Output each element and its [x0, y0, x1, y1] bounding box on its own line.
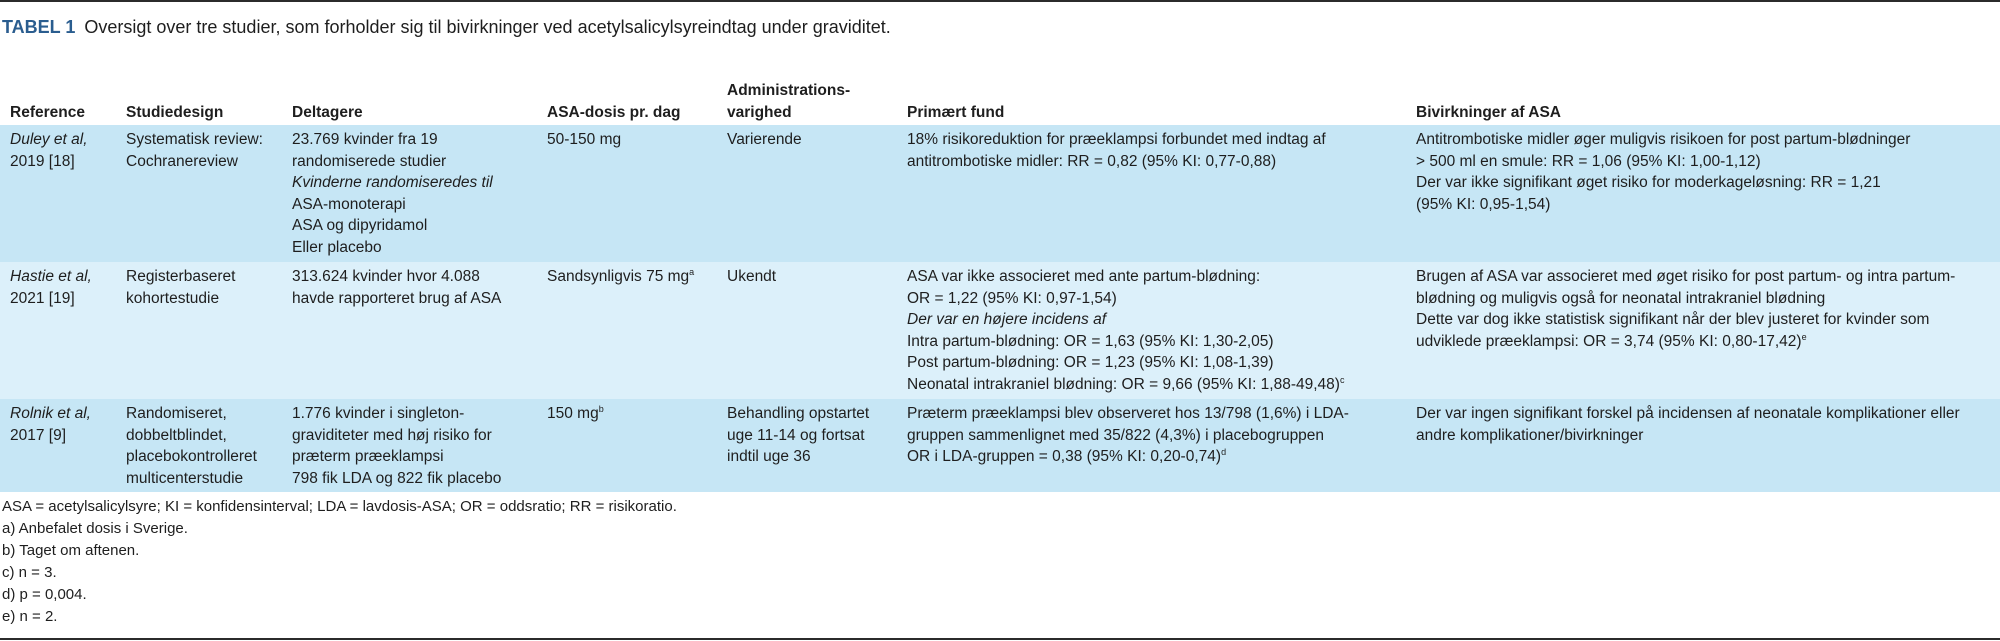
- participants-line: havde rapporteret brug af ASA: [292, 289, 502, 307]
- col-header-duration-line2: varighed: [727, 103, 792, 121]
- table-label: TABEL 1: [2, 17, 76, 37]
- top-rule: [0, 0, 2000, 2]
- table-row: [0, 399, 2000, 492]
- side-effect-line: Brugen af ASA var associeret med øget risiko for post partum- og intra partum-: [1416, 268, 1956, 285]
- studies-table: [0, 80, 2000, 492]
- table-caption: [2, 15, 902, 39]
- design-line: dobbeltblindet,: [126, 426, 227, 444]
- col-header-finding: Primært fund: [907, 103, 1005, 121]
- footnote-marker: a: [689, 266, 695, 277]
- cell-dose: [537, 399, 717, 492]
- footnote-d: d) p = 0,004.: [2, 586, 87, 603]
- cell-finding: [897, 399, 1406, 492]
- cell-design: [116, 262, 282, 399]
- col-header-side-effects: Bivirkninger af ASA: [1416, 103, 1561, 121]
- footnote-marker: b: [598, 403, 604, 414]
- footnote-e: e) n = 2.: [2, 608, 58, 625]
- side-effect-line: Der var ingen signifikant forskel på incidensen af neonatale komplikationer eller: [1416, 405, 1960, 422]
- footnote-marker: d: [1221, 446, 1227, 457]
- duration-line: Varierende: [727, 131, 802, 148]
- col-header-duration-line1: Administrations-: [727, 82, 851, 99]
- dose-value: 50-150 mg: [547, 131, 622, 148]
- participants-line: 798 fik LDA og 822 fik placebo: [292, 469, 502, 487]
- cell-side-effects: [1406, 125, 2000, 262]
- finding-line: antitrombotiske midler: RR = 0,82 (95% KI: 0,77-0,88): [907, 152, 1277, 170]
- participants-line: ASA-monoterapi: [292, 195, 406, 213]
- participants-line: randomiserede studier: [292, 152, 447, 170]
- bottom-rule: [0, 638, 2000, 640]
- footnote-b: b) Taget om aftenen.: [2, 542, 140, 559]
- side-effect-line: > 500 ml en smule: RR = 1,06 (95% KI: 1,00-1,12): [1416, 152, 1761, 170]
- cell-finding: [897, 262, 1406, 399]
- col-header-design: Studiedesign: [126, 103, 224, 121]
- design-line: kohortestudie: [126, 289, 220, 307]
- reference-year: 2021 [19]: [10, 289, 75, 307]
- table-footnotes: [2, 496, 1202, 628]
- col-header-reference: Reference: [10, 103, 85, 121]
- participants-line: Eller placebo: [292, 238, 382, 256]
- cell-participants: [282, 125, 537, 262]
- side-effect-text: udviklede præeklampsi: OR = 3,74 (95% KI: 0,80-17,42): [1416, 332, 1802, 350]
- design-line: Systematisk review:: [126, 131, 263, 148]
- footnote-marker: e: [1801, 331, 1807, 342]
- table-row: [0, 262, 2000, 399]
- finding-line: [907, 374, 1402, 396]
- table-title: Oversigt over tre studier, som forholder sig til bivirkninger ved acetylsalicylsyreindtag under graviditet.: [84, 17, 891, 37]
- side-effect-line: Antitrombotiske midler øger muligvis risikoen for post partum-blødninger: [1416, 131, 1911, 148]
- col-header-duration: [717, 80, 897, 125]
- cell-side-effects: [1406, 262, 2000, 399]
- participants-line: 313.624 kvinder hvor 4.088: [292, 268, 480, 285]
- footnote-c: c) n = 3.: [2, 564, 57, 581]
- side-effect-line: (95% KI: 0,95-1,54): [1416, 195, 1551, 213]
- cell-duration: [717, 399, 897, 492]
- design-line: Registerbaseret: [126, 268, 236, 285]
- reference-year: 2017 [9]: [10, 426, 67, 444]
- dose-value: Sandsynligvis 75 mg: [547, 268, 690, 285]
- side-effect-line: blødning og muligvis også for neonatal intrakraniel blødning: [1416, 289, 1826, 307]
- cell-dose: [537, 262, 717, 399]
- side-effect-line: Der var ikke signifikant øget risiko for moderkageløsning: RR = 1,21: [1416, 174, 1881, 191]
- finding-line: ASA var ikke associeret med ante partum-blødning:: [907, 268, 1261, 285]
- duration-line: Ukendt: [727, 268, 777, 285]
- cell-reference: [0, 399, 116, 492]
- cell-side-effects: [1406, 399, 2000, 492]
- reference-authors: Duley et al,: [10, 131, 88, 148]
- finding-line: Intra partum-blødning: OR = 1,63 (95% KI: 1,30-2,05): [907, 332, 1274, 350]
- cell-dose: [537, 125, 717, 262]
- cell-duration: [717, 262, 897, 399]
- header-row: [0, 80, 2000, 125]
- finding-line: Post partum-blødning: OR = 1,23 (95% KI: 1,08-1,39): [907, 354, 1274, 371]
- cell-finding: [897, 125, 1406, 262]
- cell-reference: [0, 125, 116, 262]
- finding-line: OR = 1,22 (95% KI: 0,97-1,54): [907, 289, 1117, 307]
- participants-line: 23.769 kvinder fra 19: [292, 131, 438, 148]
- participants-line: Kvinderne randomiseredes til: [292, 174, 493, 191]
- design-line: Cochranereview: [126, 152, 238, 170]
- duration-line: indtil uge 36: [727, 448, 811, 465]
- side-effect-line: Dette var dog ikke statistisk signifikant når der blev justeret for kvinder som: [1416, 311, 1930, 328]
- finding-line: gruppen sammenlignet med 35/822 (4,3%) i placebogruppen: [907, 426, 1325, 444]
- cell-reference: [0, 262, 116, 399]
- footnote-marker: c: [1339, 374, 1345, 385]
- reference-year: 2019 [18]: [10, 152, 75, 170]
- side-effect-line: andre komplikationer/bivirkninger: [1416, 426, 1644, 444]
- cell-participants: [282, 262, 537, 399]
- finding-line: [907, 446, 1402, 468]
- side-effect-line: [1416, 331, 1996, 353]
- footnote-a: a) Anbefalet dosis i Sverige.: [2, 520, 188, 537]
- design-line: multicenterstudie: [126, 469, 244, 487]
- table-row: [0, 125, 2000, 262]
- dose-value: 150 mg: [547, 405, 599, 422]
- reference-authors: Rolnik et al,: [10, 405, 91, 422]
- design-line: placebokontrolleret: [126, 448, 257, 465]
- participants-line: ASA og dipyridamol: [292, 217, 428, 234]
- col-header-dose: ASA-dosis pr. dag: [547, 103, 681, 121]
- cell-duration: [717, 125, 897, 262]
- participants-line: præterm præeklampsi: [292, 448, 444, 465]
- reference-authors: Hastie et al,: [10, 268, 92, 285]
- duration-line: uge 11-14 og fortsat: [727, 426, 865, 444]
- finding-line: Der var en højere incidens af: [907, 311, 1107, 328]
- finding-text: OR i LDA-gruppen = 0,38 (95% KI: 0,20-0,74): [907, 448, 1222, 465]
- participants-line: graviditeter med høj risiko for: [292, 426, 492, 444]
- col-header-participants: Deltagere: [292, 103, 363, 121]
- finding-line: 18% risikoreduktion for præeklampsi forbundet med indtag af: [907, 131, 1326, 148]
- participants-line: 1.776 kvinder i singleton-: [292, 405, 465, 422]
- finding-line: Præterm præeklampsi blev observeret hos 13/798 (1,6%) i LDA-: [907, 405, 1349, 422]
- design-line: Randomiseret,: [126, 405, 227, 422]
- duration-line: Behandling opstartet: [727, 405, 870, 422]
- cell-participants: [282, 399, 537, 492]
- cell-design: [116, 399, 282, 492]
- finding-text: Neonatal intrakraniel blødning: OR = 9,66 (95% KI: 1,88-49,48): [907, 375, 1340, 393]
- cell-design: [116, 125, 282, 262]
- footnote-abbreviations: ASA = acetylsalicylsyre; KI = konfidensinterval; LDA = lavdosis-ASA; OR = oddsratio; RR = risikoratio.: [2, 498, 677, 515]
